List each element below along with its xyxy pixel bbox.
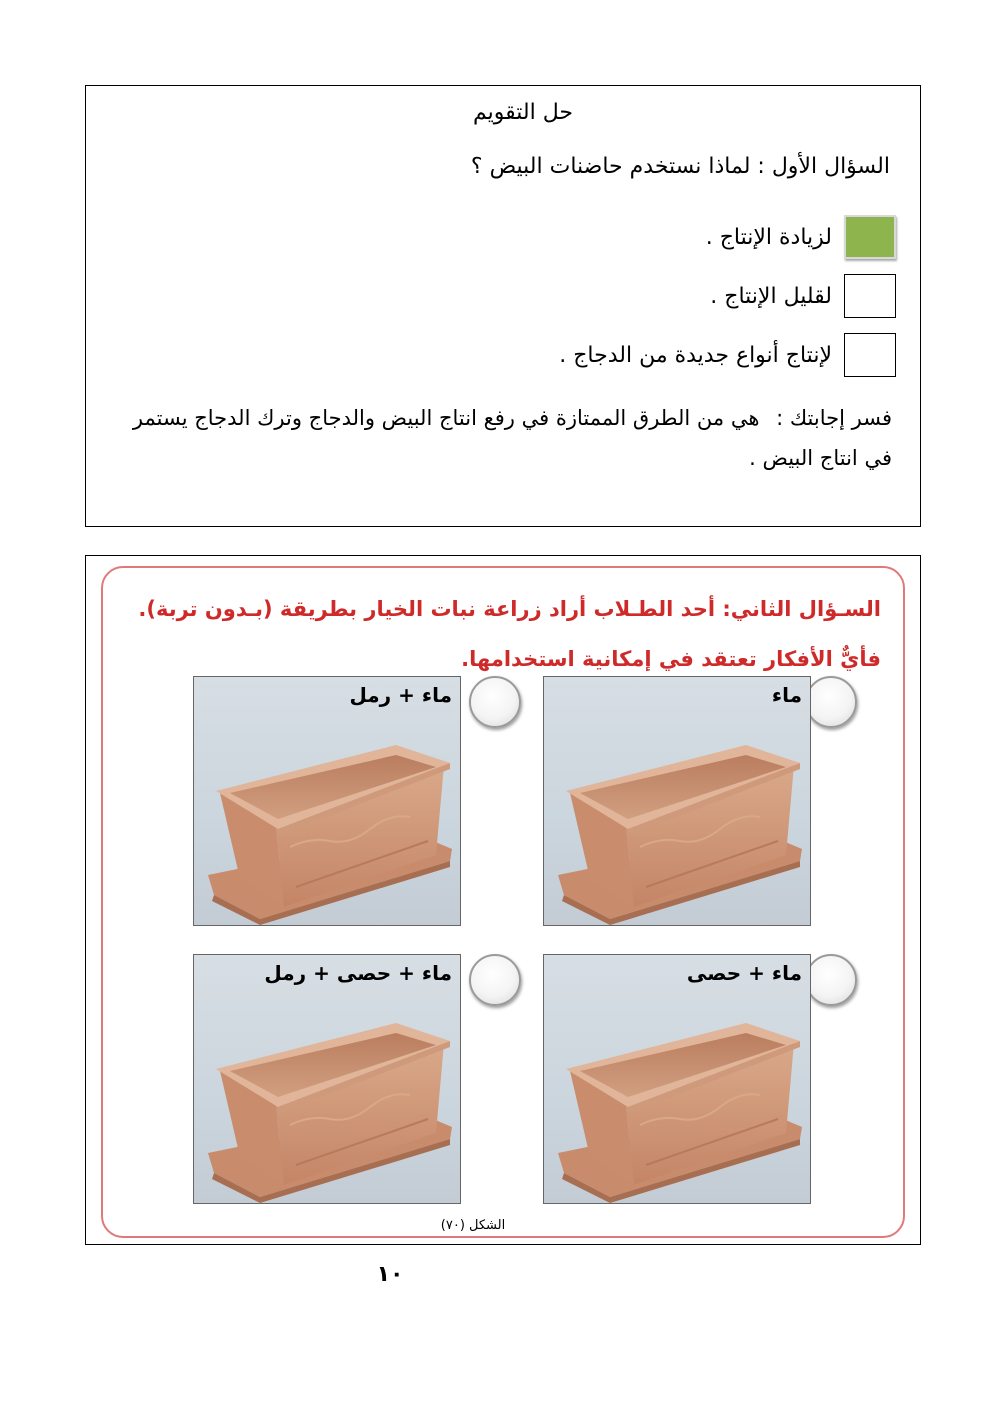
page-number: ١٠ — [376, 1262, 404, 1287]
planter-image — [550, 1015, 806, 1204]
option-new-breeds[interactable] — [559, 332, 896, 378]
choice-label: ماء — [771, 683, 802, 707]
choice-water[interactable] — [543, 676, 811, 926]
explain-text: هي من الطرق الممتازة في رفع انتاج البيض والدجاج وترك الدجاج يستمر في انتاج البيض . — [132, 406, 892, 470]
checkbox[interactable] — [844, 333, 896, 377]
evaluation-section — [85, 85, 921, 527]
question-two-panel — [101, 566, 905, 1238]
radio-water-sand[interactable] — [469, 676, 521, 728]
choice-label: ماء + رمل — [349, 683, 452, 707]
choice-water-gravel-sand[interactable] — [193, 954, 461, 1204]
planter-image — [200, 1015, 456, 1204]
planter-image — [550, 737, 806, 926]
radio-water[interactable] — [805, 676, 857, 728]
checkbox[interactable] — [844, 274, 896, 318]
section-title: حل التقويم — [473, 100, 573, 125]
choice-water-sand[interactable] — [193, 676, 461, 926]
option-label: لإنتاج أنواع جديدة من الدجاج . — [559, 342, 832, 368]
option-label: لزيادة الإنتاج . — [705, 224, 832, 250]
checkbox-selected[interactable] — [844, 215, 896, 259]
radio-water-gravel[interactable] — [805, 954, 857, 1006]
option-decrease-production[interactable] — [710, 273, 896, 319]
choice-label: ماء + حصى + رمل — [264, 961, 452, 985]
planter-image — [200, 737, 456, 926]
question-two-section — [85, 555, 921, 1245]
question-two-text: السـؤال الثاني: أحد الطـلاب أراد زراعة نبات الخيار بطريقة (بـدون تربة). فأيٌّ الأفكار تعتقد في إمكانية استخدامها. — [138, 597, 881, 671]
radio-water-gravel-sand[interactable] — [469, 954, 521, 1006]
choice-water-gravel[interactable] — [543, 954, 811, 1204]
question-one: السؤال الأول : لماذا نستخدم حاضنات البيض ؟ — [470, 154, 890, 179]
explanation — [110, 398, 892, 478]
option-increase-production[interactable] — [706, 214, 896, 260]
figure-caption: الشكل (٧٠) — [440, 1218, 506, 1233]
explain-label: فسر إجابتك : — [776, 406, 892, 430]
choice-label: ماء + حصى — [686, 961, 802, 985]
option-label: لقليل الإنتاج . — [710, 283, 832, 309]
